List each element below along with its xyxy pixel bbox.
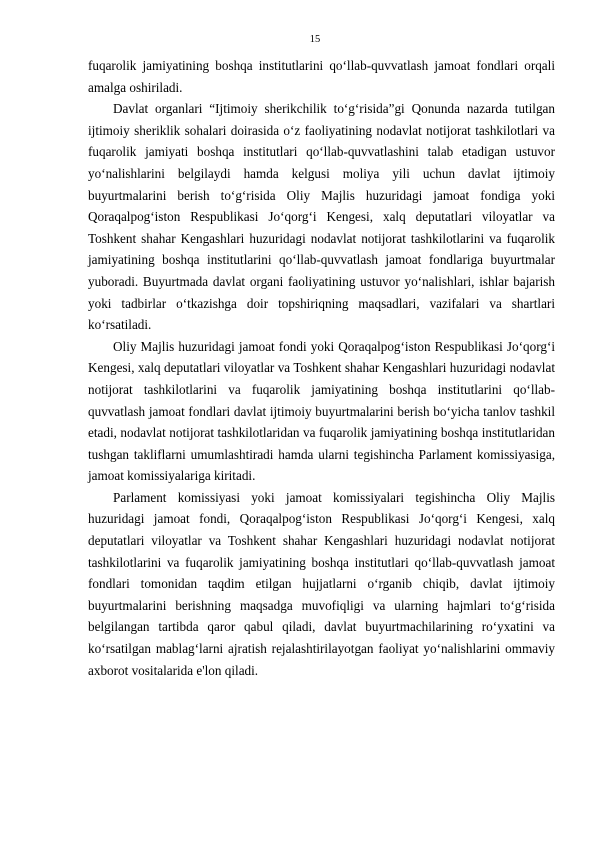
paragraph: Davlat organlari “Ijtimoiy sherikchilik to‘g‘risida”gi Qonunda nazarda tutilgan ijtimoiy sheriklik sohalari doirasida o‘z faoliyatining nodavlat notijorat tashkilotlari va fuqarolik jamiyati boshqa institutlari qo‘llab-quvvatlashini talab etadigan ustuvor yo‘nalishlarini belgilaydi hamda kelgusi moliya yili uchun davlat ijtimoiy buyurtmalarini berish to‘g‘risida Oliy Majlis huzuridagi jamoat fondiga yoki Qoraqalpog‘iston Respublikasi Jo‘qorg‘i Kengesi, xalq deputatlari viloyatlar va Toshkent shahar Kengashlari huzuridagi nodavlat notijorat tashkilotlarini va fuqarolik jamiyatining boshqa institutlarini qo‘llab-quvvatlash jamoat fondlariga buyurtmalar yuboradi. Buyurtmada davlat organi faoliyatining ustuvor yo‘nalishlari, ishlar bajarish yoki tadbirlar o‘tkazishga doir topshiriqning maqsadlari, vazifalari va shartlari ko‘rsatiladi. [88, 101, 555, 333]
page-number: 15 [309, 34, 321, 45]
paragraph: Oliy Majlis huzuridagi jamoat fondi yoki Qoraqalpog‘iston Respublikasi Jo‘qorg‘i Kengesi, xalq deputatlari viloyatlar va Toshkent shahar Kengashlari huzuridagi nodavlat notijorat tashkilotlarini va fuqarolik jamiyatining boshqa institutlarini qo‘llab-quvvatlash jamoat fondlari davlat ijtimoiy buyurtmalarini berish bo‘yicha tanlov tashkil etadi, nodavlat notijorat tashkilotlaridan va fuqarolik jamiyatining boshqa institutlaridan tushgan takliflarni umumlashtiradi hamda ularni tegishincha Parlament komissiyasiga, jamoat komissiyalariga kiritadi. [88, 338, 555, 484]
document-body [88, 55, 555, 681]
paragraph-continuation: fuqarolik jamiyatining boshqa institutlarini qo‘llab-quvvatlash jamoat fondlari orqali amalga oshiriladi. [88, 58, 555, 95]
paragraph: Parlament komissiyasi yoki jamoat komissiyalari tegishincha Oliy Majlis huzuridagi jamoat fondi, Qoraqalpog‘iston Respublikasi Jo‘qorg‘i Kengesi, xalq deputatlari viloyatlar va Toshkent shahar Kengashlari huzuridagi nodavlat notijorat tashkilotlarini va fuqarolik jamiyatining boshqa institutlari qo‘llab-quvvatlash jamoat fondlari tomonidan taqdim etilgan hujjatlarni o‘rganib chiqib, davlat ijtimoiy buyurtmalarini berishning maqsadga muvofiqligi va ularning hajmlari to‘g‘risida belgilangan tartibda qaror qabul qiladi, davlat buyurtmachilarining ro‘yxatini va ko‘rsatilgan mablag‘larni ajratish rejalashtirilayotgan faoliyat yo‘nalishlarini ommaviy axborot vositalarida e'lon qiladi. [88, 489, 555, 678]
